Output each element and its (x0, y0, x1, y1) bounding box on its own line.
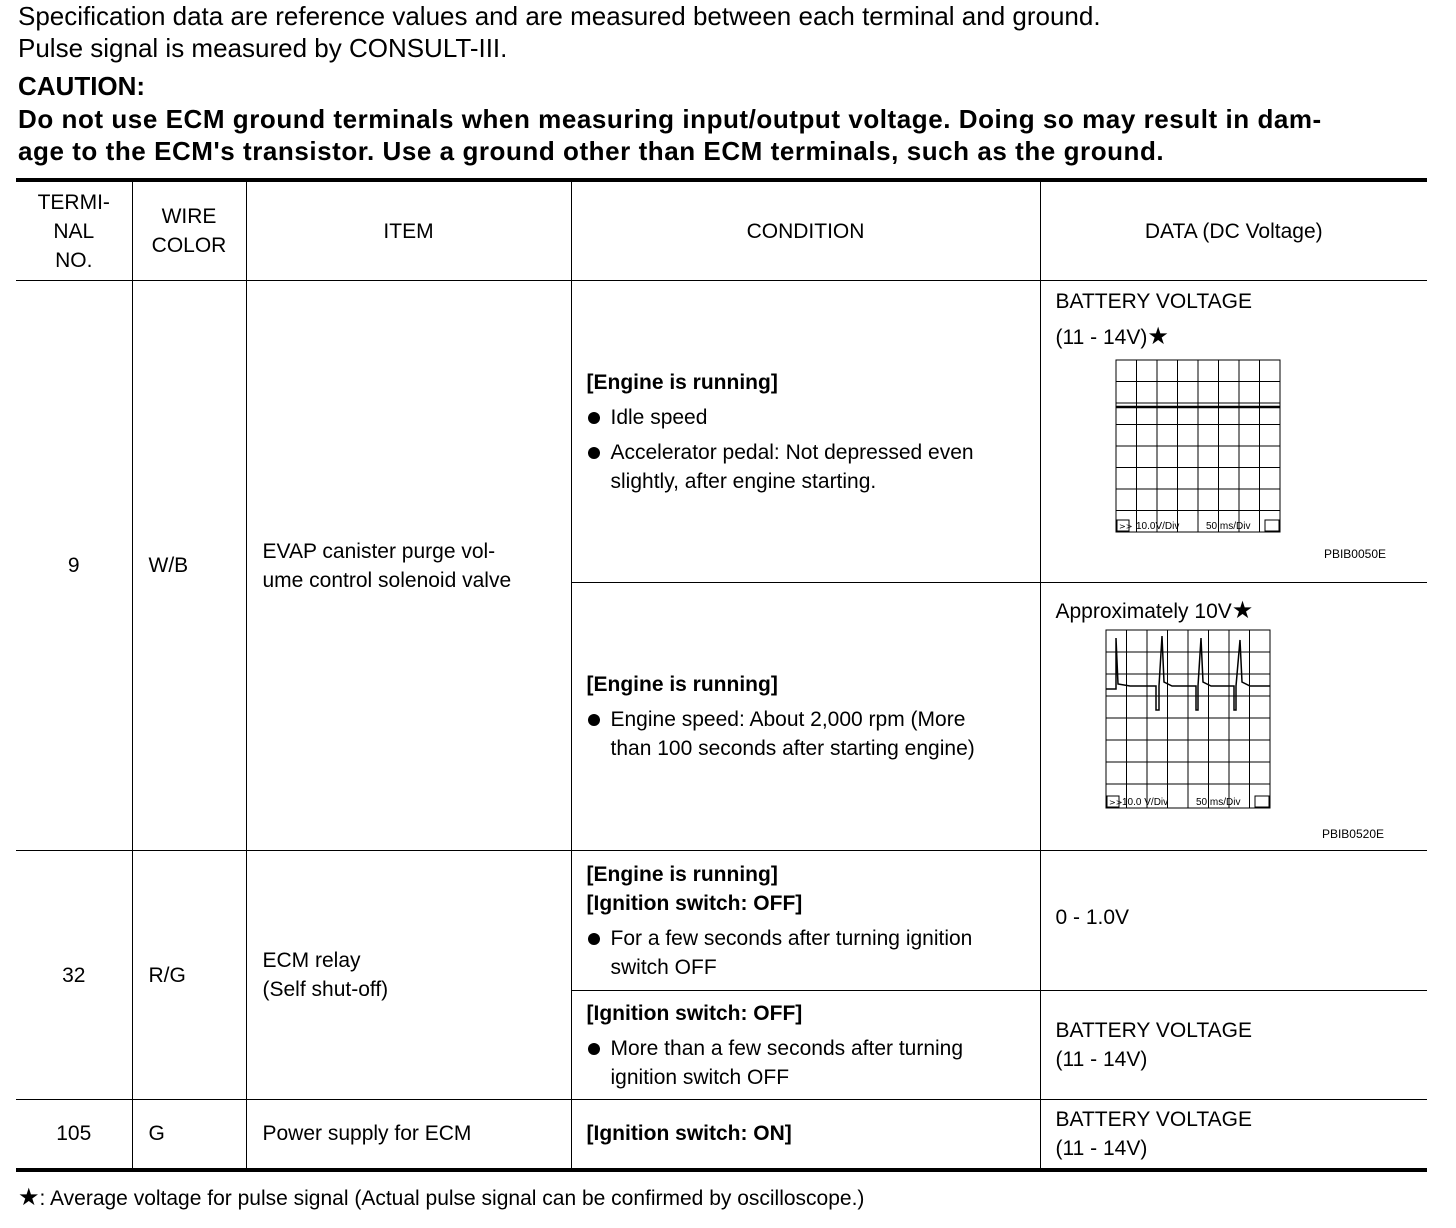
oscilloscope-waveform-2 (1056, 626, 1426, 850)
caution-text (18, 103, 1430, 167)
condition-heading: [Ignition switch: OFF] (586, 1001, 803, 1025)
svg-text:50 ms/Div: 50 ms/Div (1195, 797, 1240, 808)
bullet-icon (588, 714, 600, 726)
caution-line: Do not use ECM ground terminals when measuring input/output voltage. Doing so may result in dam- (18, 104, 1322, 134)
figure-code: PBIB0520E (1321, 827, 1384, 841)
svg-text:>>: >> (1118, 522, 1132, 531)
header-condition: CONDITION (571, 180, 1040, 281)
intro-line: Pulse signal is measured by CONSULT-III. (18, 33, 508, 63)
condition-bullet: Engine speed: About 2,000 rpm (More than 100 seconds after starting engine) (587, 705, 1028, 763)
condition-heading: [Engine is running] (586, 862, 778, 886)
bullet-icon (588, 1043, 600, 1055)
data-value: Approximately 10V★ (1055, 597, 1254, 624)
condition-cell (571, 583, 1040, 851)
svg-text:10.0 V/Div: 10.0 V/Div (1121, 797, 1168, 808)
table-row (16, 851, 1427, 991)
scope-grid (1106, 630, 1270, 808)
item-name: EVAP canister purge vol- ume control solenoid valve (246, 281, 571, 851)
header-item: ITEM (246, 180, 571, 281)
oscilloscope-waveform-1 (1056, 354, 1426, 564)
svg-text:50 ms/Div: 50 ms/Div (1205, 521, 1250, 532)
figure-code: PBIB0050E (1323, 547, 1386, 561)
condition-heading: [Engine is running] (586, 673, 778, 696)
wire-color: G (132, 1100, 246, 1170)
item-name: ECM relay (Self shut-off) (246, 851, 571, 1100)
terminal-no: 105 (16, 1100, 132, 1170)
header-wire-color: WIRE COLOR (132, 180, 246, 281)
table-header-row (16, 180, 1427, 281)
svg-text:10.0V/Div: 10.0V/Div (1135, 521, 1179, 532)
header-data: DATA (DC Voltage) (1040, 180, 1427, 281)
condition-cell (571, 991, 1040, 1100)
data-cell: BATTERY VOLTAGE (11 - 14V) (1040, 991, 1427, 1100)
condition-bullet: For a few seconds after turning ignition switch OFF (587, 924, 1028, 982)
condition-cell (571, 851, 1040, 991)
bullet-icon (588, 447, 600, 459)
terminal-no: 32 (16, 851, 132, 1100)
intro-line: Specification data are reference values and are measured between each terminal and ground. (18, 1, 1101, 31)
condition-heading: [Ignition switch: OFF] (586, 891, 803, 915)
wire-color: R/G (132, 851, 246, 1100)
table-row (16, 281, 1427, 583)
terminal-no: 9 (16, 281, 132, 851)
condition-cell (571, 281, 1040, 583)
caution-title: CAUTION: (18, 71, 146, 101)
condition-bullet: More than a few seconds after turning ignition switch OFF (587, 1034, 1028, 1092)
condition-bullet: Idle speed (587, 403, 1028, 432)
star-icon: ★ (1231, 597, 1254, 624)
star-icon: ★ (1147, 323, 1169, 350)
table-row (16, 1100, 1427, 1170)
caution-line: age to the ECM's transistor. Use a ground other than ECM terminals, such as the ground. (18, 136, 1165, 166)
terminal-spec-table (16, 178, 1427, 1172)
bullet-icon (588, 933, 600, 945)
wire-color: W/B (132, 281, 246, 851)
data-cell (1040, 583, 1427, 851)
condition-bullet: Accelerator pedal: Not depressed even slightly, after engine starting. (587, 438, 1028, 496)
footnote: ★: Average voltage for pulse signal (Actual pulse signal can be confirmed by oscilloscope.) (18, 1184, 865, 1211)
scope-grid (1116, 360, 1280, 532)
data-cell (1040, 281, 1427, 583)
data-value: BATTERY VOLTAGE (1055, 290, 1252, 313)
data-cell: 0 - 1.0V (1040, 851, 1427, 991)
data-cell: BATTERY VOLTAGE (11 - 14V) (1040, 1100, 1427, 1170)
header-terminal-no: TERMI- NAL NO. (16, 180, 132, 281)
intro-text (18, 0, 1101, 64)
data-value: (11 - 14V)★ (1055, 323, 1169, 350)
condition-heading: [Ignition switch: ON] (571, 1100, 1040, 1170)
condition-heading: [Engine is running] (586, 370, 778, 394)
svg-text:>>: >> (1108, 798, 1122, 807)
bullet-icon (588, 412, 600, 424)
item-name: Power supply for ECM (246, 1100, 571, 1170)
star-icon: ★ (18, 1184, 40, 1211)
